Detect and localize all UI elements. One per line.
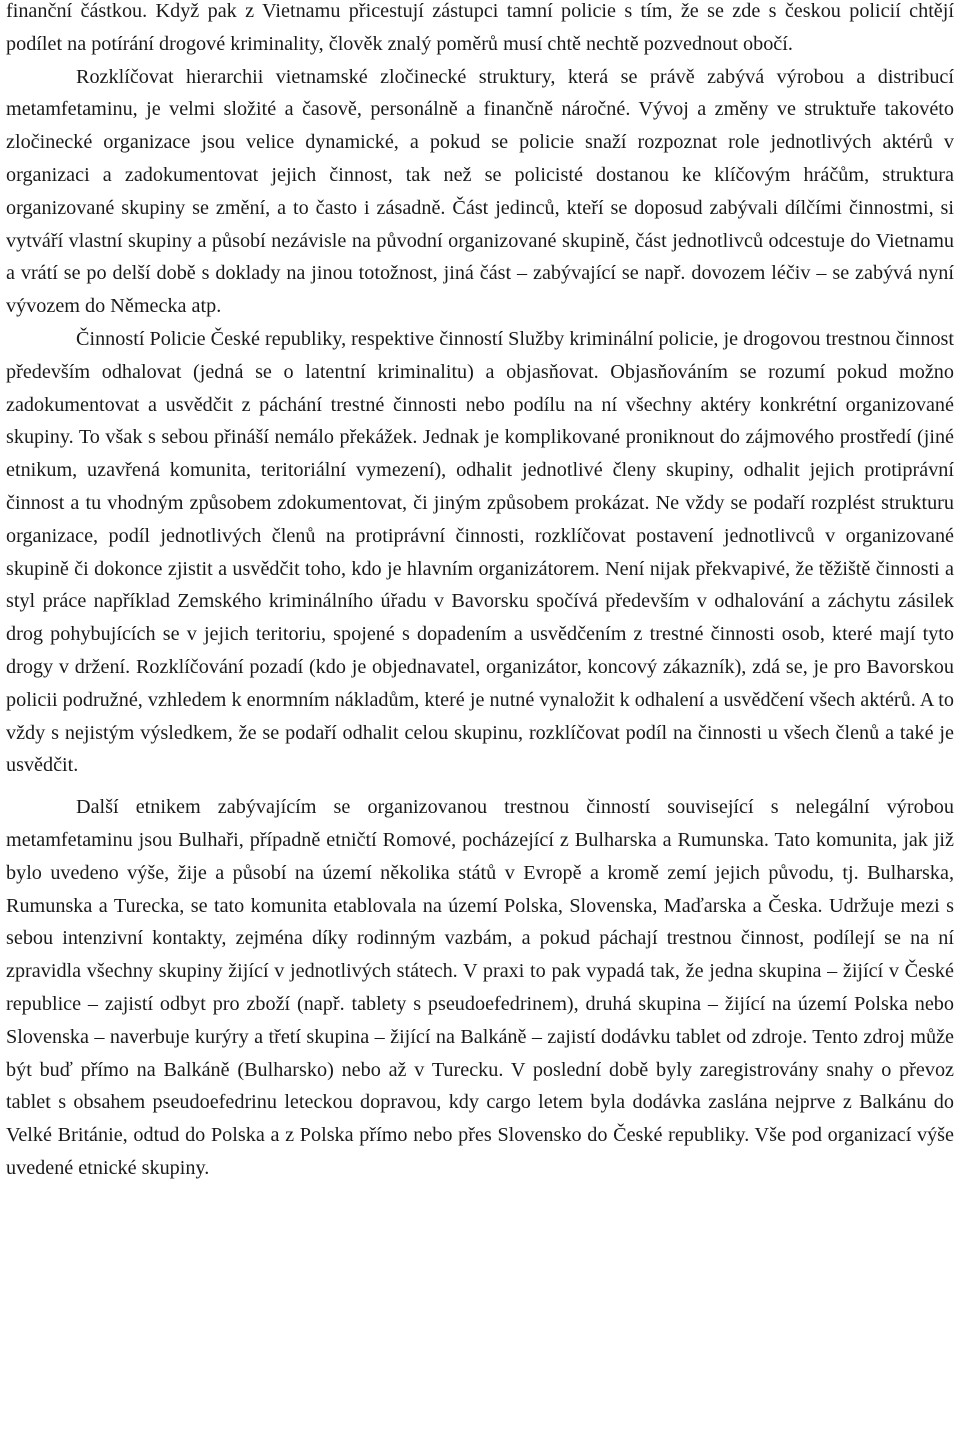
paragraph-vietnamese-structure: Rozklíčovat hierarchii vietnamské zločinecké struktury, která se právě zabývá výrobou a distribucí metamfetaminu, je velmi složité a časově, personálně a finančně náročné. Vývoj a změny ve struktuře takovéto zločinecké organizace jsou velice dynamické, a pokud se policie snaží rozpoznat role jednotlivých aktérů v organizaci a zadokumentovat jejich činnost, tak než se policisté dostanou ke klíčovým hráčům, struktura organizované skupiny se změní, a to často i zásadně. Část jedinců, kteří se doposud zabývali dílčími činnostmi, si vytváří vlastní skupiny a působí nezávisle na původní organizované skupině, část jednotlivců odcestuje do Vietnamu a vrátí se po delší době s doklady na jinou totožnost, jiná část – zabývající se např. dovozem léčiv – se zabývá nyní vývozem do Německa atp. (6, 65, 954, 318)
paragraph-continuation: finanční částkou. Když pak z Vietnamu přicestují zástupci tamní policie s tím, že se zde s českou policií chtějí podílet na potírání drogové kriminality, člověk znalý poměrů musí chtě nechtě pozvednout obočí. (6, 0, 954, 55)
paragraph-bulgarian-ethnicity: Další etnikem zabývajícím se organizovanou trestnou činností související s nelegální výrobou metamfetaminu jsou Bulhaři, případně etničtí Romové, pocházející z Bulharska a Rumunska. Tato komunita, jak již bylo uvedeno výše, žije a působí na území několika států v Evropě a kromě zemí jejich původu, tj. Bulharska, Rumunska a Turecka, se tato komunita etablovala na území Polska, Slovenska, Maďarska a Česka. Udržuje mezi s sebou intenzivní kontakty, zejména díky rodinným vazbám, a pokud páchají trestnou činnost, podílejí se na ní zpravidla všechny skupiny žijící v jednotlivých státech. V praxi to pak vypadá tak, že jedna skupina – žijící v České republice – zajistí odbyt pro zboží (např. tablety s pseudoefedrinem), druhá skupina – žijící na území Polska nebo Slovenska – naverbuje kurýry a třetí skupina – žijící na Balkáně – zajistí dodávku tablet od zdroje. Tento zdroj může být buď přímo na Balkáně (Bulharsko) nebo až v Turecku. V poslední době byly zaregistrovány snahy o převoz tablet s obsahem pseudoefedrinu leteckou dopravou, kdy cargo letem byla dodávka zaslána nejprve z Balkánu do Velké Británie, odtud do Polska a z Polska přímo nebo přes Slovensko do České republiky. Vše pod organizací výše uvedené etnické skupiny. (6, 796, 954, 1179)
paragraph-police-activity: Činností Policie České republiky, respektive činností Služby kriminální policie, je drogovou trestnou činnost především odhalovat (jedná se o latentní kriminalitu) a objasňovat. Objasňováním se rozumí pokud možno zadokumentovat a usvědčit z páchání trestné činnosti nebo podílu na ní všechny aktéry konkrétní organizované skupiny. To však s sebou přináší nemálo překážek. Jednak je komplikované proniknout do zájmového prostředí (jiné etnikum, uzavřená komunita, teritoriální vymezení), odhalit jednotlivé členy skupiny, odhalit jejich protiprávní činnost a tu vhodným způsobem zdokumentovat, či jiným způsobem prokázat. Ne vždy se podaří rozplést strukturu organizace, podíl jednotlivých členů na protiprávní činnosti, rozklíčovat postavení jednotlivců v organizované skupině či dokonce zjistit a usvědčit toho, kdo je hlavním organizátorem. Není nijak překvapivé, že těžiště činnosti a styl práce například Zemského kriminálního úřadu v Bavorsku spočívá především v odhalování a záchytu zásilek drog pohybujících se v jejich teritoriu, spojené s dopadením a usvědčením z trestné činnosti osob, které mají tyto drogy v držení. Rozklíčování pozadí (kdo je objednavatel, organizátor, koncový zákazník), zdá se, je pro Bavorskou policii podružné, vzhledem k enormním nákladům, které je nutné vynaložit k odhalení a usvědčení všech aktérů. A to vždy s nejistým výsledkem, že se podaří odhalit celou skupinu, rozklíčovat podíl na činnosti u všech členů a také je usvědčit. (6, 327, 954, 777)
